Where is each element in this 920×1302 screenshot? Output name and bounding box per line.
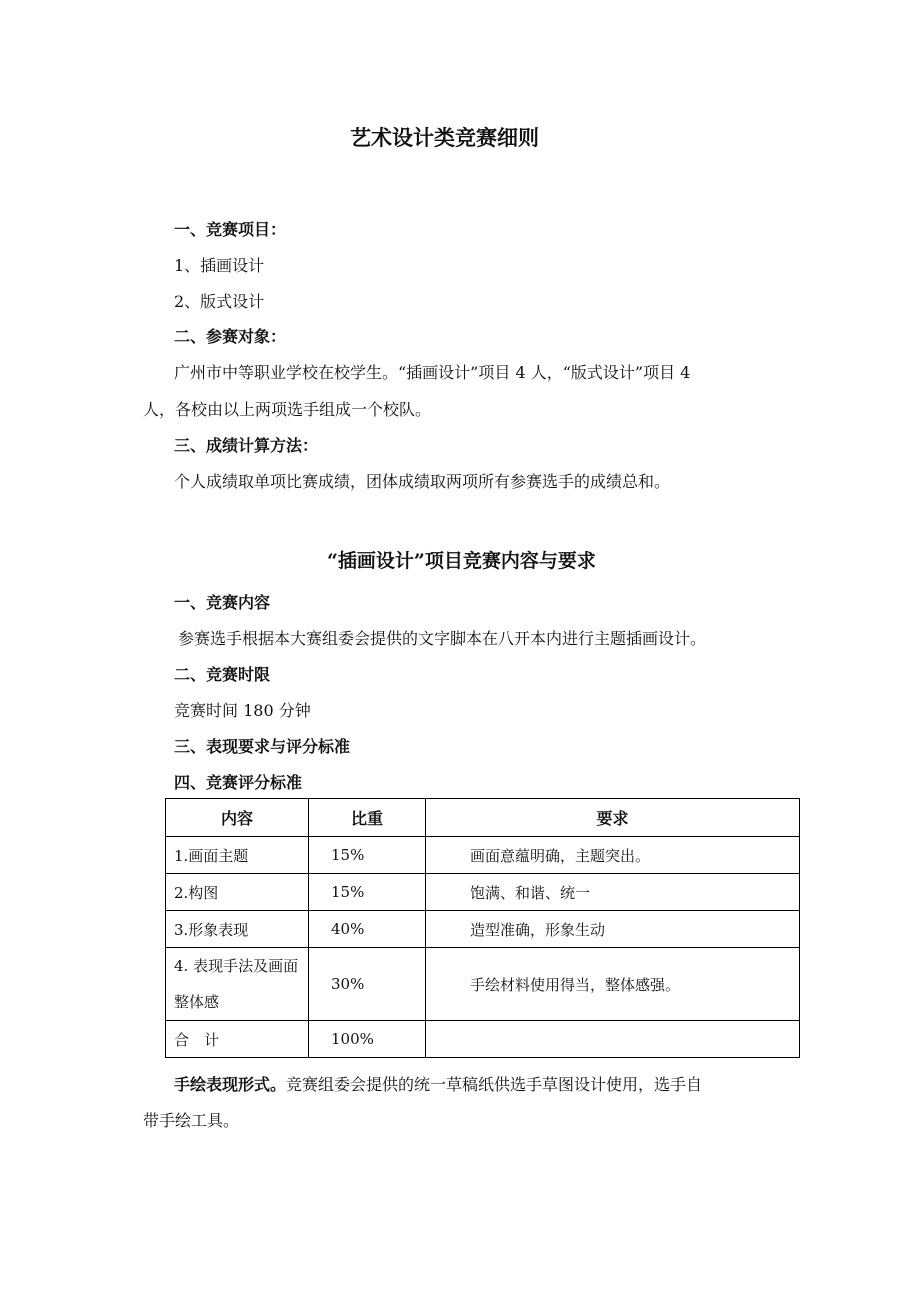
- contest-content-text: 参赛选手根据本大赛组委会提供的文字脚本在八开本内进行主题插画设计。: [178, 629, 707, 648]
- event-item-layout: 2、版式设计: [174, 292, 265, 311]
- scoring-table: [165, 798, 800, 1058]
- cell-total-requirement: [426, 1021, 800, 1058]
- heading-time-limit: 二、竞赛时限: [174, 665, 271, 684]
- cell-total-label: 合 计: [166, 1021, 309, 1058]
- footer-line-2: 带手绘工具。: [143, 1111, 240, 1130]
- cell-requirement: 造型准确，形象生动: [426, 911, 800, 948]
- table-row: [166, 874, 800, 911]
- header-requirement: 要求: [426, 799, 800, 837]
- cell-content: 1.画面主题: [166, 837, 309, 874]
- cell-weight: 40%: [309, 911, 426, 948]
- heading-scoring-criteria: 四、竞赛评分标准: [174, 773, 303, 792]
- cell-content: 4. 表现手法及画面整体感: [166, 948, 309, 1021]
- heading-requirements: 三、表现要求与评分标准: [174, 737, 351, 756]
- cell-content: 3.形象表现: [166, 911, 309, 948]
- time-limit-text: 竞赛时间 180 分钟: [174, 701, 311, 720]
- section-heading-scoring: 三、成绩计算方法：: [174, 436, 319, 455]
- scoring-text: 个人成绩取单项比赛成绩，团体成绩取两项所有参赛选手的成绩总和。: [174, 472, 671, 491]
- table-row: [166, 911, 800, 948]
- header-weight: 比重: [309, 799, 426, 837]
- document-title: 艺术设计类竞赛细则: [350, 125, 539, 150]
- cell-weight: 30%: [309, 948, 426, 1021]
- cell-requirement: 饱满、和谐、统一: [426, 874, 800, 911]
- participants-line-2: 人，各校由以上两项选手组成一个校队。: [143, 400, 432, 419]
- cell-weight: 15%: [309, 874, 426, 911]
- section-heading-participants: 二、参赛对象：: [174, 327, 287, 346]
- table-header-row: [166, 799, 800, 837]
- footer-line-1: [174, 1072, 702, 1095]
- cell-content: 2.构图: [166, 874, 309, 911]
- illustration-section-title: “插画设计”项目竞赛内容与要求: [327, 550, 596, 572]
- table-row: [166, 837, 800, 874]
- section-heading-events: 一、竞赛项目：: [174, 220, 287, 239]
- header-content: 内容: [166, 799, 309, 837]
- footer-bold-lead: 手绘表现形式。: [174, 1075, 287, 1094]
- cell-requirement: 手绘材料使用得当，整体感强。: [426, 948, 800, 1021]
- heading-contest-content: 一、竞赛内容: [174, 593, 271, 612]
- table-row: [166, 948, 800, 1021]
- footer-line-1-text: 竞赛组委会提供的统一草稿纸供选手草图设计使用，选手自: [286, 1075, 703, 1094]
- event-item-illustration: 1、插画设计: [174, 256, 265, 275]
- participants-line-1: 广州市中等职业学校在校学生。“插画设计”项目 4 人，“版式设计”项目 4: [174, 363, 691, 382]
- cell-weight: 15%: [309, 837, 426, 874]
- table-total-row: [166, 1021, 800, 1058]
- cell-total-weight: 100%: [309, 1021, 426, 1058]
- cell-requirement: 画面意蕴明确，主题突出。: [426, 837, 800, 874]
